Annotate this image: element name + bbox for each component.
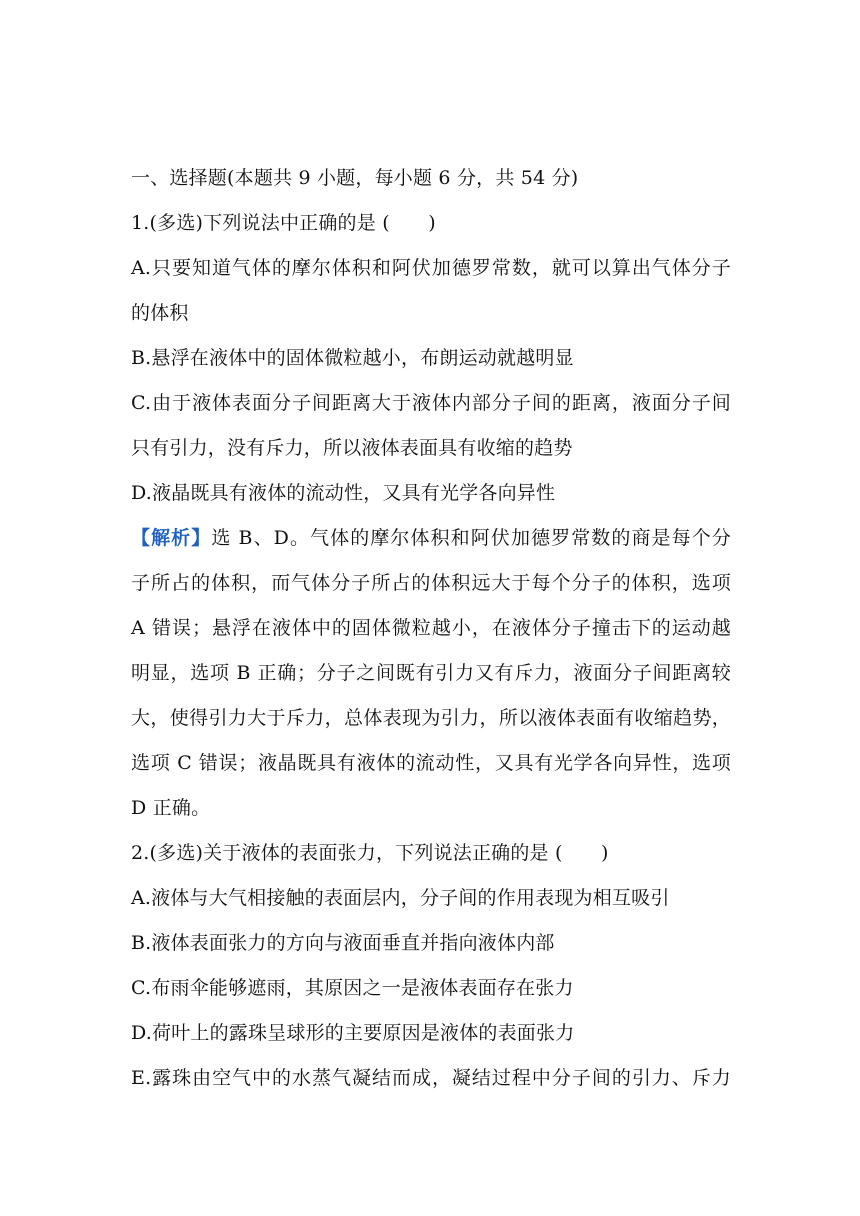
question-2-option-a: A.液体与大气相接触的表面层内，分子间的作用表现为相互吸引 [131, 887, 670, 909]
question-2-option-c: C.布雨伞能够遮雨，其原因之一是液体表面存在张力 [131, 977, 574, 999]
question-1-stem: 1.(多选)下列说法中正确的是 ( ) [131, 212, 436, 234]
analysis-text-line-1: 选 B、D。气体的摩尔体积和阿伏加德罗常数的商是每个分 [211, 527, 731, 549]
question-2-stem: 2.(多选)关于液体的表面张力，下列说法正确的是 ( ) [131, 842, 609, 864]
question-1-option-d: D.液晶既具有液体的流动性，又具有光学各向异性 [131, 482, 556, 504]
question-1-option-c-line-2: 只有引力，没有斥力，所以液体表面具有收缩的趋势 [131, 437, 573, 459]
question-1-option-b: B.悬浮在液体中的固体微粒越小，布朗运动就越明显 [131, 347, 574, 369]
question-1-analysis-line-5: 大，使得引力大于斥力，总体表现为引力，所以液体表面有收缩趋势， [131, 707, 731, 729]
question-1-analysis-line-2: 子所占的体积，而气体分子所占的体积远大于每个分子的体积，选项 [131, 572, 731, 594]
question-1-analysis-line-6: 选项 C 错误；液晶既具有液体的流动性，又具有光学各向异性，选项 [131, 752, 731, 774]
question-1-analysis-line-1 [131, 516, 731, 561]
document-body [131, 156, 731, 1101]
question-1-option-a-line-2: 的体积 [131, 302, 189, 324]
question-1-analysis-line-4: 明显，选项 B 正确；分子之间既有引力又有斥力，液面分子间距离较 [131, 662, 731, 684]
question-1-option-a-line-1: A.只要知道气体的摩尔体积和阿伏加德罗常数，就可以算出气体分子 [131, 257, 731, 279]
question-2-option-e: E.露珠由空气中的水蒸气凝结而成，凝结过程中分子间的引力、斥力 [131, 1067, 731, 1089]
question-2-option-d: D.荷叶上的露珠呈球形的主要原因是液体的表面张力 [131, 1022, 575, 1044]
question-2-option-b: B.液体表面张力的方向与液面垂直并指向液体内部 [131, 932, 555, 954]
question-1-analysis-line-7: D 正确。 [131, 797, 211, 819]
section-heading: 一、选择题(本题共 9 小题，每小题 6 分，共 54 分) [131, 167, 579, 189]
analysis-tag: 【解析】 [131, 527, 212, 549]
question-1-analysis-line-3: A 错误；悬浮在液体中的固体微粒越小，在液体分子撞击下的运动越 [131, 617, 731, 639]
question-1-option-c-line-1: C.由于液体表面分子间距离大于液体内部分子间的距离，液面分子间 [131, 392, 731, 414]
